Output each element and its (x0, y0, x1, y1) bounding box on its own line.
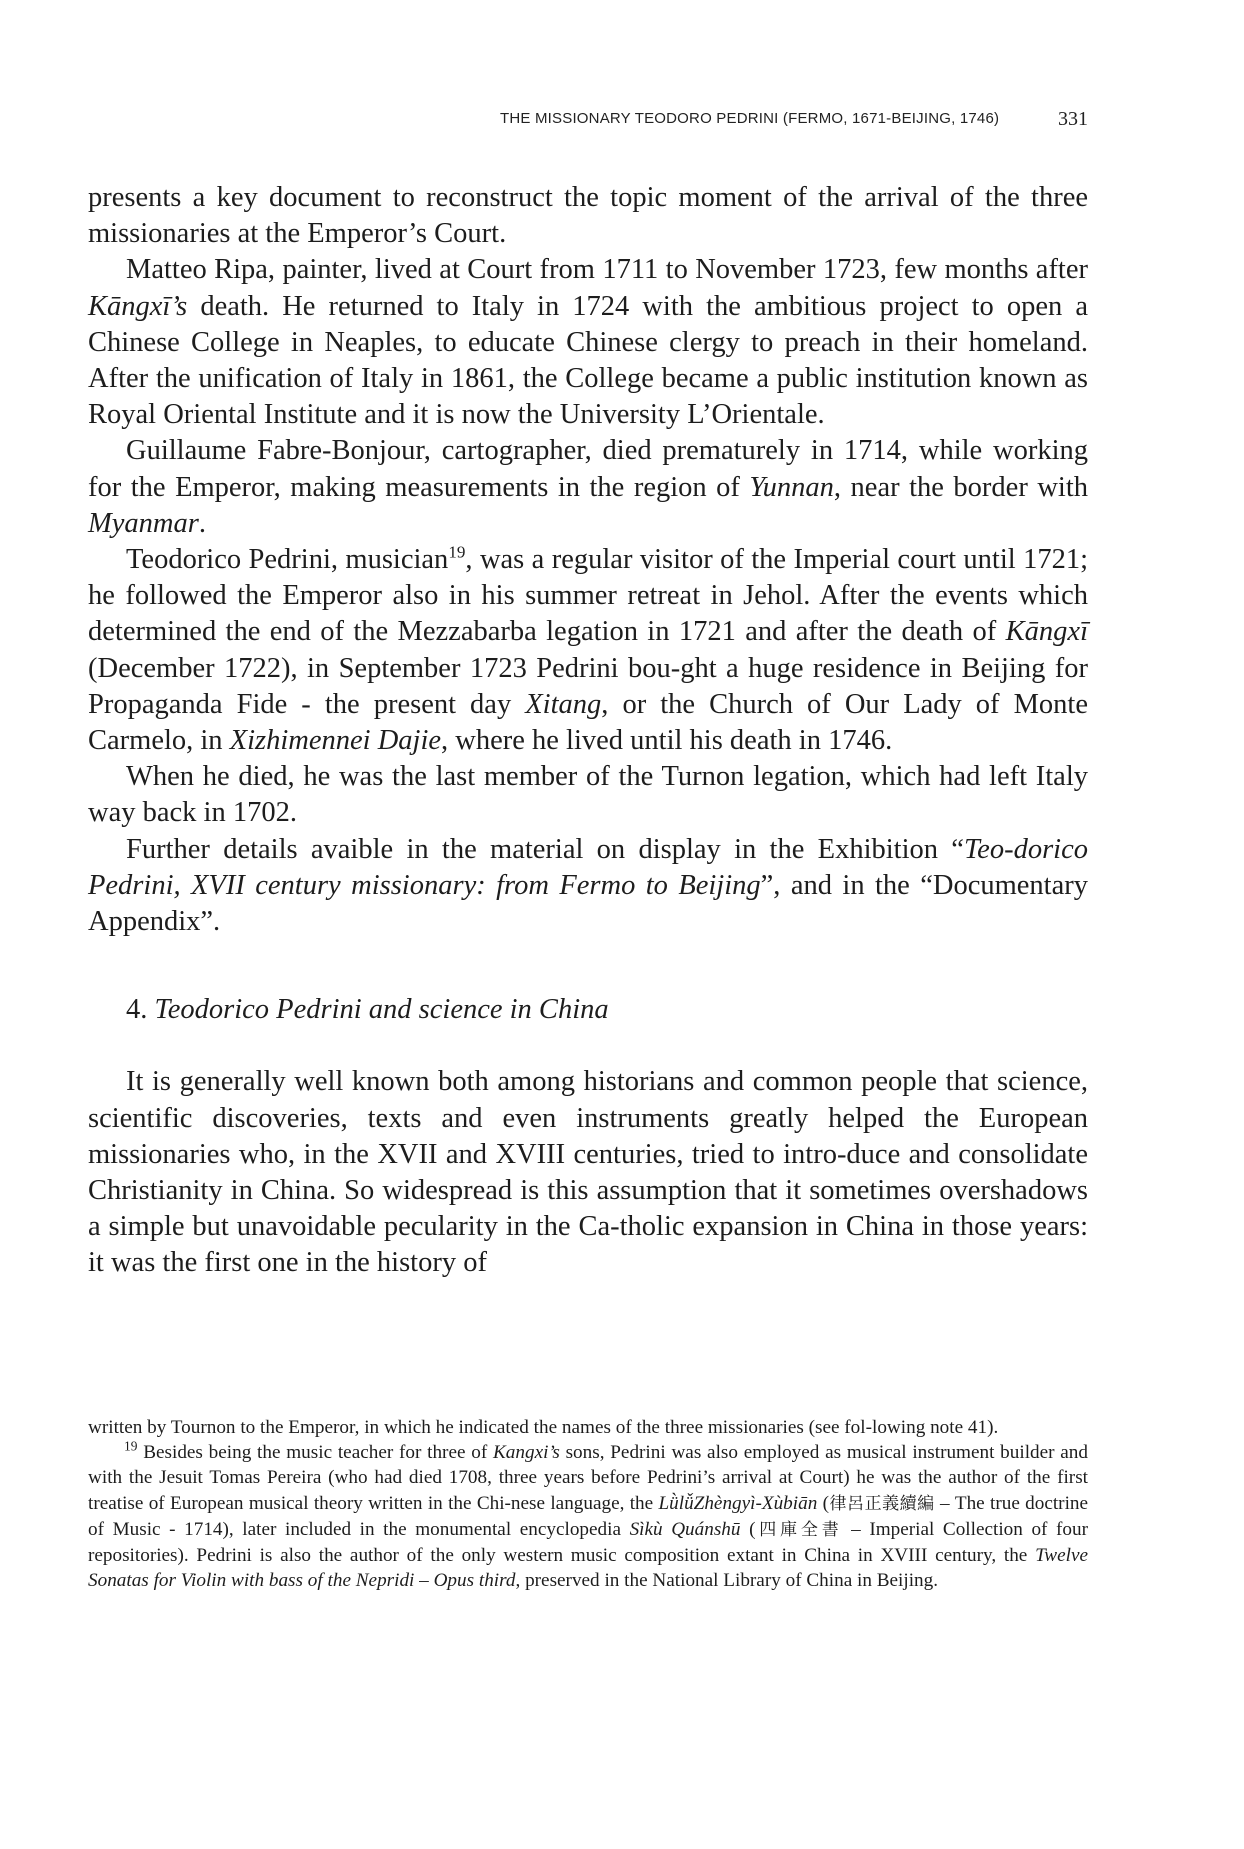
footnotes (88, 1415, 1088, 1593)
footnote-ref-19[interactable]: 19 (448, 542, 466, 562)
footnote-number: 19 (124, 1438, 138, 1454)
section-title: Teodorico Pedrini and science in China (154, 994, 609, 1026)
paragraph-ripa: Matteo Ripa, painter, lived at Court from 1711 to November 1723, few months after Kāngxī’s death. He returned to Italy in 1724 with the ambitious project to open a Chinese College in Neaples, to educate Chinese clergy to preach in their homeland. After the unification of Italy in 1861, the College became a public institution known as Royal Oriental Institute and it is now the University L’Orientale. (88, 254, 1088, 431)
paragraph-fabre-bonjour: Guillaume Fabre-Bonjour, cartographer, died prematurely in 1714, while working for the Emperor, making measurements in the region of Yunnan, near the border with Myanmar. (88, 435, 1088, 539)
paragraph-pedrini: Teodorico Pedrini, musician$^{19}$, was a regular visitor of the Imperial court until 1721; he followed the Emperor also in his summer retreat in Jehol. After the events which determined the end of the Mezzabarba legation in 1721 and after the death of Kāngxī (December 1722), in September 1723 Pedrini bou-ght a huge residence in Beijing for Propaganda Fide - the present day Xitang, or the Church of Our Lady of Monte Carmelo, in Xizhimennei Dajie, where he lived until his death in 1746. (88, 542, 1089, 757)
paragraph-1: presents a key document to reconstruct the topic moment of the arrival of the three missionaries at the Emperor’s Court. (88, 182, 1088, 250)
page-number: 331 (1058, 108, 1088, 130)
section-heading (88, 992, 1088, 1028)
main-text (88, 180, 1088, 1282)
running-head: THE MISSIONARY TEODORO PEDRINI (FERMO, 1671-BEIJING, 1746) (500, 110, 1000, 127)
paragraph-exhibition: Further details avaible in the material on display in the Exhibition “Teo-dorico Pedrini, XVII century missionary: from Fermo to Beijing”, and in the “Documentary Appendix”. (88, 833, 1088, 938)
footnote-19: $^{19}$ Besides being the music teacher for three of Kangxi’s sons, Pedrini was also employed as musical instrument builder and with the Jesuit Tomas Pereira (who had died 1708, three years before Pedrini’s arrival at Court) he was the author of the first treatise of European musical theory written in the Chi-nese language, the LǜlǚZhèngyì-Xùbiān (律呂正義續編 – The true doctrine of Music - 1714), later included in the monumental encyclopedia Sìkù Quánshū (四庫全書 – Imperial Collection of four repositories). Pedrini is also the author of the only western music composition extant in China in XVIII century, the Twelve Sonatas for Violin with bass of the Nepridi – Opus third, preserved in the National Library of China in Beijing. (88, 1438, 1089, 1592)
paragraph-turnon: When he died, he was the last member of the Turnon legation, which had left Italy way back in 1702. (88, 761, 1088, 829)
footnote-continuation: written by Tournon to the Emperor, in which he indicated the names of the three missionaries (see fol-lowing note 41). (88, 1417, 999, 1438)
paragraph-science: It is generally well known both among historians and common people that science, scientific discoveries, texts and even instruments greatly helped the European missionaries who, in the XVII and XVIII centuries, tried to intro-duce and consolidate Christianity in China. So widespread is this assumption that it sometimes overshadows a simple but unavoidable pecularity in the Ca-tholic expansion in China in those years: it was the first one in the history of (88, 1066, 1088, 1279)
section-number: 4. (126, 994, 148, 1026)
